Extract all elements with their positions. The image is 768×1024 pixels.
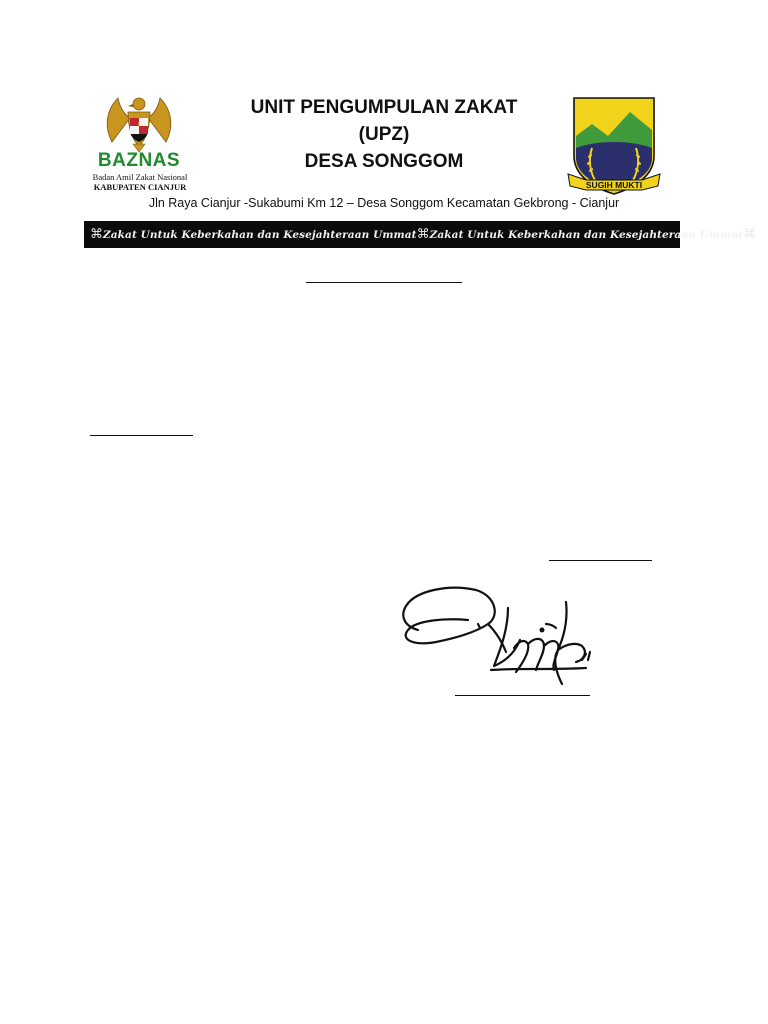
header-title-line-2: (UPZ) bbox=[358, 124, 410, 145]
baznas-name: BAZNAS bbox=[97, 150, 181, 171]
signature bbox=[396, 580, 606, 690]
header-title-line-1: UNIT PENGUMPULAN ZAKAT bbox=[250, 97, 518, 118]
address-line: Jln Raya Cianjur -Sukabumi Km 12 – Desa Songgom Kecamatan Gekbrong - Cianjur bbox=[148, 196, 620, 210]
ornament-icon: ⌘ bbox=[743, 227, 757, 242]
ribbon-text: SUGIH MUKTI bbox=[585, 180, 643, 190]
motto-band bbox=[84, 221, 757, 248]
baznas-subtitle: Badan Amil Zakat Nasional bbox=[92, 172, 188, 182]
garuda-emblem-icon bbox=[92, 92, 212, 152]
handwritten-signature-icon bbox=[396, 580, 606, 690]
baznas-subtitle-block bbox=[84, 172, 196, 192]
cianjur-logo bbox=[566, 96, 662, 196]
motto-text: Zakat Untuk Keberkahan dan Kesejahteraan Ummat bbox=[103, 228, 417, 241]
cianjur-regency-shield-icon bbox=[566, 96, 662, 196]
date-underline bbox=[549, 560, 652, 561]
header-title-line-3: DESA SONGGOM bbox=[304, 151, 464, 172]
motto-text-repeat: Zakat Untuk Keberkahan dan Kesejahteraan Ummat bbox=[429, 228, 744, 241]
ornament-icon: ⌘ bbox=[416, 227, 430, 242]
signatory-name-underline bbox=[455, 695, 590, 696]
document-heading-underline bbox=[306, 282, 462, 283]
baznas-region: KABUPATEN CIANJUR bbox=[93, 182, 187, 192]
ornament-icon: ⌘ bbox=[90, 227, 103, 242]
recipient-underline bbox=[90, 435, 193, 436]
